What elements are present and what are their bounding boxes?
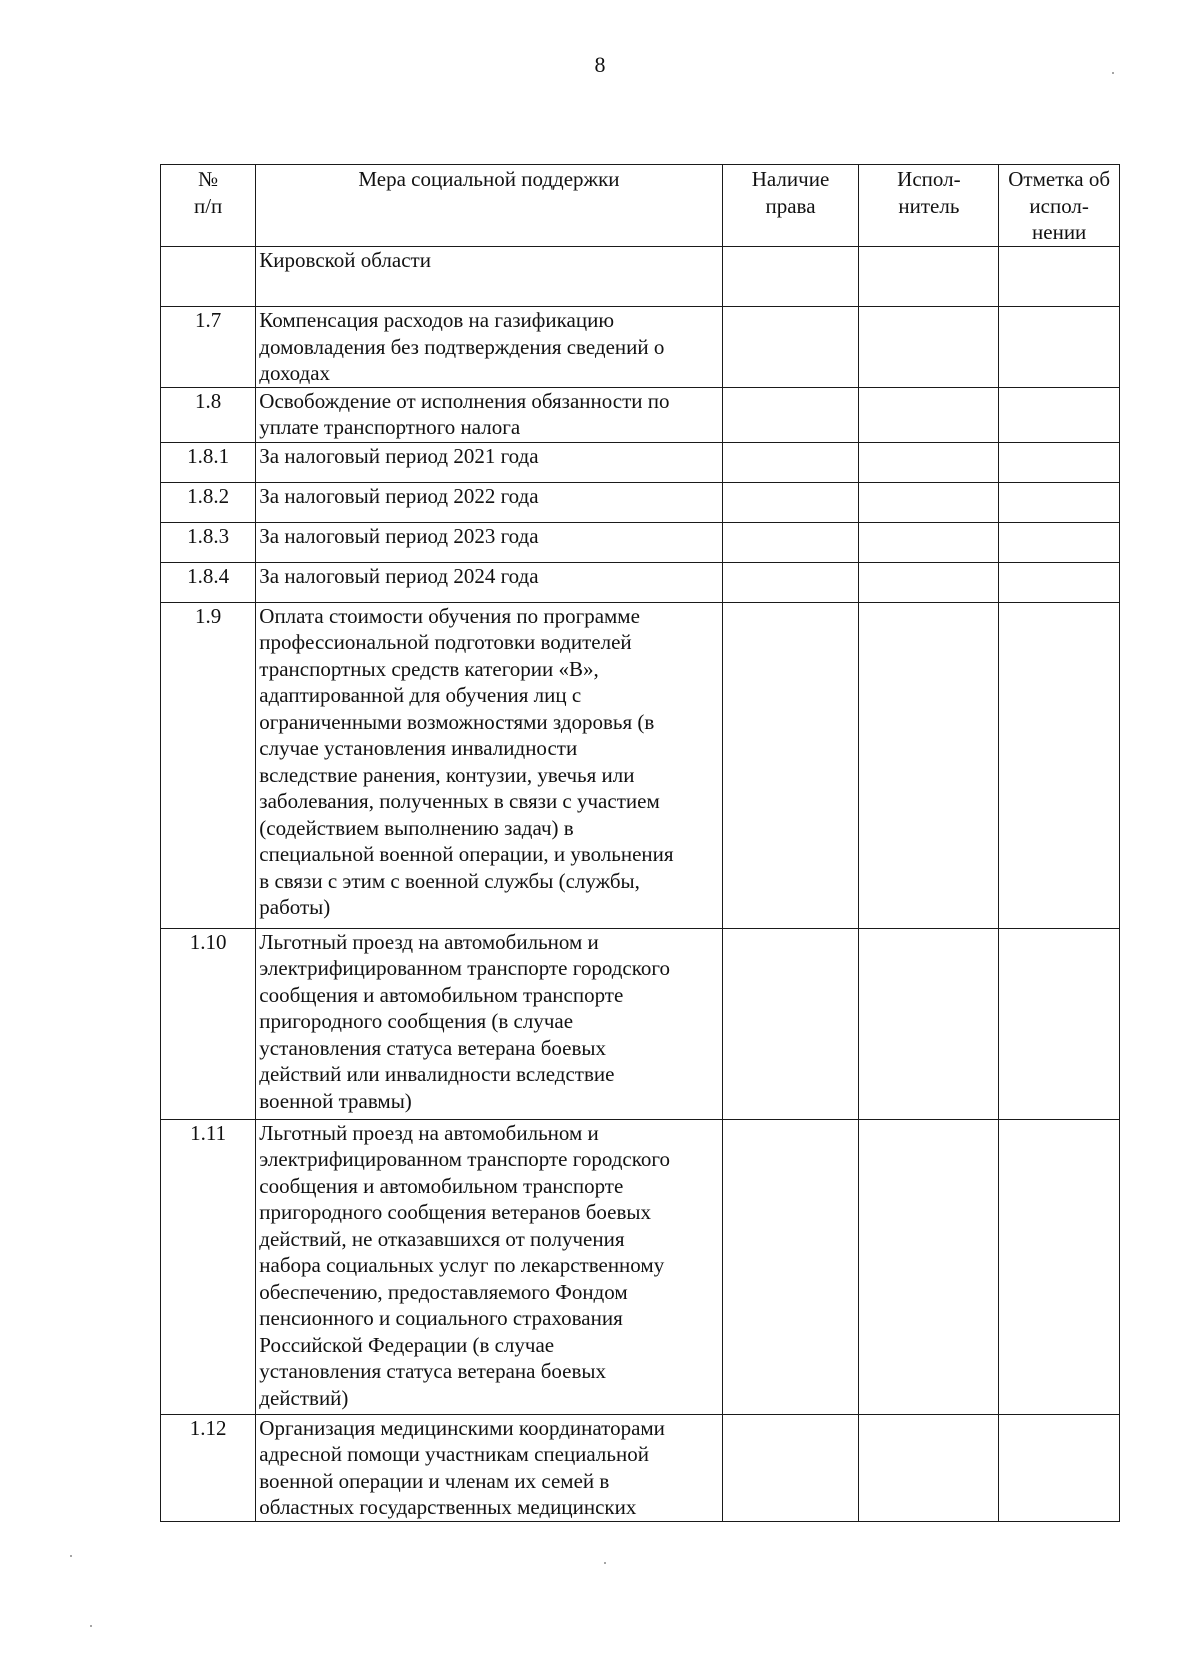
row-executor-cell	[859, 1119, 999, 1414]
table-row	[161, 522, 1120, 562]
row-measure: Льготный проезд на автомобильном и электрифицированном транспорте городского сообщения и автомобильном транспорте пригородного сообщения (в случае установления статуса ветерана боевых действий или инвалидности вследствие военной травмы)	[256, 928, 722, 1119]
table-row	[161, 442, 1120, 482]
row-mark-cell	[999, 247, 1120, 307]
row-mark-cell	[999, 928, 1120, 1119]
row-measure: Льготный проезд на автомобильном и электрифицированном транспорте городского сообщения и автомобильном транспорте пригородного сообщения ветеранов боевых действий, не отказавшихся от получения набора социальных услуг по лекарственному обеспечению, предоставляемого Фондом пенсионного и социального страхования Российской Федерации (в случае установления статуса ветерана боевых действий)	[256, 1119, 722, 1414]
row-measure: За налоговый период 2021 года	[256, 442, 722, 482]
row-measure: За налоговый период 2023 года	[256, 522, 722, 562]
row-executor-cell	[859, 247, 999, 307]
row-measure: Кировской области	[256, 247, 722, 307]
row-mark-cell	[999, 307, 1120, 388]
row-executor-cell	[859, 1414, 999, 1521]
table-row	[161, 562, 1120, 602]
row-measure: За налоговый период 2024 года	[256, 562, 722, 602]
row-number	[161, 247, 256, 307]
row-measure: Освобождение от исполнения обязанности по уплате транспортного налога	[256, 387, 722, 442]
row-mark-cell	[999, 442, 1120, 482]
table-row	[161, 1414, 1120, 1521]
table-header-row	[161, 165, 1120, 247]
scan-speck	[1112, 72, 1114, 74]
row-right-cell	[722, 482, 859, 522]
support-measures-table	[160, 164, 1120, 1522]
row-number: 1.8	[161, 387, 256, 442]
row-mark-cell	[999, 1119, 1120, 1414]
scan-speck	[90, 1625, 92, 1627]
row-measure: Организация медицинскими координаторами адресной помощи участникам специальной военной операции и членам их семей в областных государственных медицинских	[256, 1414, 722, 1521]
header-measure: Мера социальной поддержки	[256, 165, 722, 247]
row-measure: Оплата стоимости обучения по программе профессиональной подготовки водителей транспортных средств категории «В», адаптированной для обучения лиц с ограниченными возможностями здоровья (в случае установления инвалидности вследствие ранения, контузии, увечья или заболевания, полученных в связи с участием (содействием выполнению задач) в специальной военной операции, и увольнения в связи с этим с военной службы (службы, работы)	[256, 602, 722, 928]
row-number: 1.8.3	[161, 522, 256, 562]
row-number: 1.8.1	[161, 442, 256, 482]
row-right-cell	[722, 1119, 859, 1414]
table-row	[161, 482, 1120, 522]
row-right-cell	[722, 602, 859, 928]
row-right-cell	[722, 442, 859, 482]
table-row	[161, 307, 1120, 388]
row-number: 1.12	[161, 1414, 256, 1521]
row-number: 1.10	[161, 928, 256, 1119]
row-measure: За налоговый период 2022 года	[256, 482, 722, 522]
row-mark-cell	[999, 602, 1120, 928]
row-mark-cell	[999, 387, 1120, 442]
header-right: Наличие права	[722, 165, 859, 247]
scan-speck	[70, 1555, 72, 1557]
row-right-cell	[722, 522, 859, 562]
table-row	[161, 247, 1120, 307]
row-right-cell	[722, 307, 859, 388]
row-executor-cell	[859, 522, 999, 562]
row-executor-cell	[859, 602, 999, 928]
row-executor-cell	[859, 928, 999, 1119]
page-number: 8	[594, 52, 606, 77]
header-number: № п/п	[161, 165, 256, 247]
row-number: 1.9	[161, 602, 256, 928]
row-mark-cell	[999, 1414, 1120, 1521]
row-executor-cell	[859, 307, 999, 388]
row-measure: Компенсация расходов на газификацию домовладения без подтверждения сведений о доходах	[256, 307, 722, 388]
row-right-cell	[722, 387, 859, 442]
scan-speck	[604, 1562, 606, 1564]
table-row	[161, 602, 1120, 928]
row-number: 1.11	[161, 1119, 256, 1414]
row-executor-cell	[859, 562, 999, 602]
row-right-cell	[722, 1414, 859, 1521]
table-row	[161, 387, 1120, 442]
table-row	[161, 1119, 1120, 1414]
row-executor-cell	[859, 387, 999, 442]
row-mark-cell	[999, 522, 1120, 562]
row-executor-cell	[859, 442, 999, 482]
row-right-cell	[722, 562, 859, 602]
row-executor-cell	[859, 482, 999, 522]
row-number: 1.7	[161, 307, 256, 388]
header-mark: Отметка об испол- нении	[999, 165, 1120, 247]
row-mark-cell	[999, 562, 1120, 602]
header-executor: Испол- нитель	[859, 165, 999, 247]
row-right-cell	[722, 247, 859, 307]
row-number: 1.8.2	[161, 482, 256, 522]
table-row	[161, 928, 1120, 1119]
row-number: 1.8.4	[161, 562, 256, 602]
row-right-cell	[722, 928, 859, 1119]
row-mark-cell	[999, 482, 1120, 522]
